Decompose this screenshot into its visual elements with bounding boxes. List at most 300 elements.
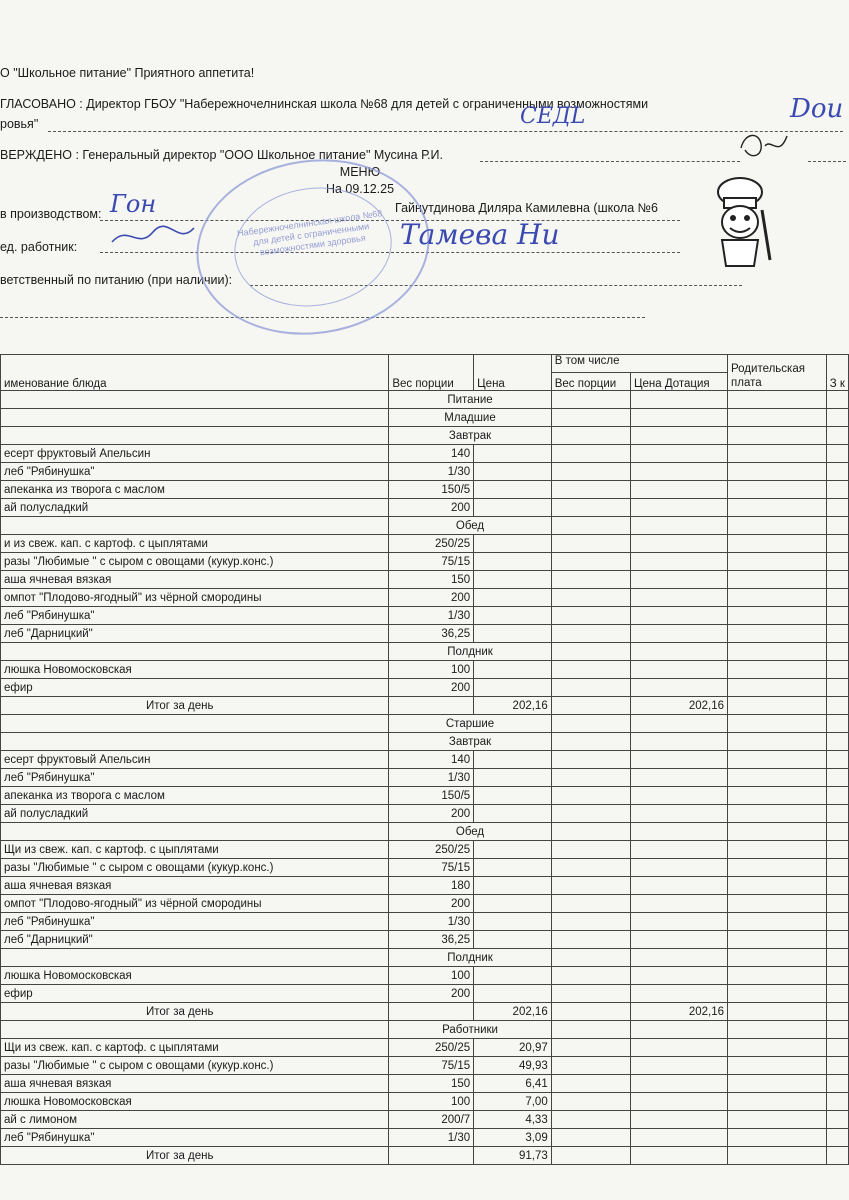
weight-cell: 36,25 — [389, 931, 474, 949]
blank-cell — [728, 949, 827, 967]
dish-name-cell: ай с лимоном — [1, 1111, 389, 1129]
dish-name-cell: леб "Рябинушка" — [1, 769, 389, 787]
weight-cell: 1/30 — [389, 463, 474, 481]
header-including: В том числе — [551, 355, 727, 373]
blank-cell — [630, 391, 727, 409]
table-header-row-1 — [1, 355, 849, 373]
parent-pay-cell — [728, 787, 827, 805]
incl-weight-cell — [551, 463, 630, 481]
blank-cell — [826, 823, 848, 841]
blank-cell — [728, 715, 827, 733]
table-row — [1, 895, 849, 913]
blank-cell — [630, 715, 727, 733]
dish-name-cell: омпот "Плодово-ягодный" из чёрной смородины — [1, 895, 389, 913]
signature-production: Гон — [110, 190, 157, 218]
extra-cell — [826, 607, 848, 625]
incl-weight-cell — [551, 589, 630, 607]
parent-pay-cell — [728, 1003, 827, 1021]
incl-weight-cell — [551, 679, 630, 697]
approved-dash — [48, 131, 843, 132]
blank-cell — [1, 715, 389, 733]
blank-cell — [630, 823, 727, 841]
weight-cell — [389, 1147, 474, 1165]
dish-name-cell: аша ячневая вязкая — [1, 571, 389, 589]
price-cell — [474, 859, 552, 877]
blank-cell — [1, 517, 389, 535]
subsidy-cell — [630, 787, 727, 805]
extra-cell — [826, 463, 848, 481]
price-cell: 6,41 — [474, 1075, 552, 1093]
parent-pay-cell — [728, 859, 827, 877]
price-cell — [474, 445, 552, 463]
dish-name-cell: есерт фруктовый Апельсин — [1, 445, 389, 463]
dish-name-cell: разы "Любимые " с сыром с овощами (кукур.конс.) — [1, 1057, 389, 1075]
table-row — [1, 913, 849, 931]
price-cell — [474, 931, 552, 949]
price-cell — [474, 985, 552, 1003]
incl-weight-cell — [551, 1093, 630, 1111]
dish-name-cell: омпот "Плодово-ягодный" из чёрной смородины — [1, 589, 389, 607]
blank-cell — [551, 1021, 630, 1039]
subsidy-cell — [630, 571, 727, 589]
dish-name-cell: аша ячневая вязкая — [1, 1075, 389, 1093]
section-row — [1, 733, 849, 751]
dish-name-cell: ефир — [1, 679, 389, 697]
dish-name-cell: Итог за день — [1, 1147, 389, 1165]
table-row — [1, 769, 849, 787]
approved-line: ГЛАСОВАНО : Директор ГБОУ "Набережночелнинская школа №68 для детей с ограниченными возможностями — [0, 97, 649, 111]
parent-pay-cell — [728, 1075, 827, 1093]
subsidy-cell — [630, 1075, 727, 1093]
blank-cell — [826, 517, 848, 535]
table-row — [1, 859, 849, 877]
section-title: Завтрак — [389, 733, 551, 751]
weight-cell: 1/30 — [389, 769, 474, 787]
price-cell — [474, 481, 552, 499]
table-row — [1, 967, 849, 985]
incl-weight-cell — [551, 805, 630, 823]
price-cell: 3,09 — [474, 1129, 552, 1147]
price-cell — [474, 625, 552, 643]
parent-pay-cell — [728, 769, 827, 787]
price-cell — [474, 967, 552, 985]
parent-pay-cell — [728, 661, 827, 679]
parent-pay-cell — [728, 805, 827, 823]
parent-pay-cell — [728, 589, 827, 607]
blank-cell — [728, 643, 827, 661]
table-row — [1, 463, 849, 481]
weight-cell: 200/7 — [389, 1111, 474, 1129]
weight-cell: 75/15 — [389, 859, 474, 877]
price-cell — [474, 607, 552, 625]
dish-name-cell: аша ячневая вязкая — [1, 877, 389, 895]
price-cell — [474, 751, 552, 769]
incl-weight-cell — [551, 535, 630, 553]
extra-cell — [826, 481, 848, 499]
dish-name-cell: люшка Новомосковская — [1, 661, 389, 679]
incl-weight-cell — [551, 1039, 630, 1057]
price-cell: 202,16 — [474, 1003, 552, 1021]
parent-pay-cell — [728, 499, 827, 517]
extra-cell — [826, 985, 848, 1003]
header-weight: Вес порции — [389, 355, 474, 391]
dish-name-cell: ефир — [1, 985, 389, 1003]
blank-cell — [826, 715, 848, 733]
parent-pay-cell — [728, 481, 827, 499]
total-row — [1, 1003, 849, 1021]
blank-cell — [826, 427, 848, 445]
dish-name-cell: леб "Дарницкий" — [1, 931, 389, 949]
table-row — [1, 625, 849, 643]
section-title: Полдник — [389, 949, 551, 967]
extra-cell — [826, 1003, 848, 1021]
blank-cell — [728, 733, 827, 751]
subsidy-cell — [630, 1057, 727, 1075]
blank-cell — [630, 643, 727, 661]
parent-pay-cell — [728, 445, 827, 463]
parent-pay-cell — [728, 1039, 827, 1057]
incl-weight-cell — [551, 481, 630, 499]
parent-pay-cell — [728, 1093, 827, 1111]
price-cell — [474, 535, 552, 553]
incl-weight-cell — [551, 1129, 630, 1147]
table-row — [1, 571, 849, 589]
incl-weight-cell — [551, 877, 630, 895]
subsidy-cell — [630, 805, 727, 823]
weight-cell: 150 — [389, 571, 474, 589]
extra-cell — [826, 787, 848, 805]
price-cell — [474, 589, 552, 607]
parent-pay-cell — [728, 463, 827, 481]
incl-weight-cell — [551, 769, 630, 787]
table-row — [1, 481, 849, 499]
blank-cell — [551, 733, 630, 751]
weight-cell: 75/15 — [389, 553, 474, 571]
weight-cell — [389, 1003, 474, 1021]
section-title: Обед — [389, 517, 551, 535]
blank-cell — [630, 733, 727, 751]
weight-cell: 180 — [389, 877, 474, 895]
table-row — [1, 841, 849, 859]
weight-cell: 1/30 — [389, 607, 474, 625]
weight-cell — [389, 697, 474, 715]
header-extra: З к — [826, 355, 848, 391]
extra-cell — [826, 499, 848, 517]
extra-cell — [826, 625, 848, 643]
incl-weight-cell — [551, 1003, 630, 1021]
signature-medic: Тамева Ни — [400, 218, 560, 251]
confirmed-dash-2 — [808, 161, 846, 162]
weight-cell: 250/25 — [389, 535, 474, 553]
blank-cell — [630, 1021, 727, 1039]
extra-cell — [826, 931, 848, 949]
extra-cell — [826, 1111, 848, 1129]
dish-name-cell: Щи из свеж. кап. с картоф. с цыплятами — [1, 841, 389, 859]
weight-cell: 200 — [389, 985, 474, 1003]
extra-cell — [826, 967, 848, 985]
price-cell — [474, 769, 552, 787]
parent-pay-cell — [728, 697, 827, 715]
subsidy-cell — [630, 499, 727, 517]
table-row — [1, 1075, 849, 1093]
weight-cell: 200 — [389, 895, 474, 913]
extra-cell — [826, 751, 848, 769]
extra-cell — [826, 571, 848, 589]
section-title: Обед — [389, 823, 551, 841]
parent-pay-cell — [728, 913, 827, 931]
incl-weight-cell — [551, 571, 630, 589]
parent-pay-cell — [728, 607, 827, 625]
parent-pay-cell — [728, 1057, 827, 1075]
weight-cell: 200 — [389, 805, 474, 823]
extra-cell — [826, 859, 848, 877]
section-title: Полдник — [389, 643, 551, 661]
blank-cell — [728, 823, 827, 841]
price-cell — [474, 571, 552, 589]
extra-cell — [826, 913, 848, 931]
blank-cell — [551, 823, 630, 841]
subsidy-cell — [630, 589, 727, 607]
parent-pay-cell — [728, 751, 827, 769]
subsidy-cell — [630, 769, 727, 787]
extra-cell — [826, 1075, 848, 1093]
table-row — [1, 931, 849, 949]
subsidy-cell — [630, 1093, 727, 1111]
subsidy-cell — [630, 1111, 727, 1129]
blank-cell — [630, 949, 727, 967]
blank-cell — [728, 409, 827, 427]
incl-weight-cell — [551, 1057, 630, 1075]
subsidy-cell — [630, 895, 727, 913]
chef-mascot-icon — [700, 170, 780, 270]
blank-cell — [728, 391, 827, 409]
blank-cell — [826, 409, 848, 427]
extra-cell — [826, 805, 848, 823]
parent-pay-cell — [728, 877, 827, 895]
dish-name-cell: разы "Любимые " с сыром с овощами (кукур.конс.) — [1, 553, 389, 571]
weight-cell: 200 — [389, 589, 474, 607]
company-line: О "Школьное питание" Приятного аппетита! — [0, 66, 255, 80]
blank-cell — [630, 517, 727, 535]
blank-cell — [551, 643, 630, 661]
blank-cell — [826, 643, 848, 661]
incl-weight-cell — [551, 895, 630, 913]
dish-name-cell: леб "Дарницкий" — [1, 625, 389, 643]
blank-cell — [551, 391, 630, 409]
dish-name-cell: леб "Рябинушка" — [1, 913, 389, 931]
price-cell: 49,93 — [474, 1057, 552, 1075]
subsidy-cell — [630, 841, 727, 859]
weight-cell: 140 — [389, 445, 474, 463]
table-row — [1, 661, 849, 679]
dish-name-cell: люшка Новомосковская — [1, 967, 389, 985]
incl-weight-cell — [551, 607, 630, 625]
blank-cell — [1, 391, 389, 409]
blank-cell — [1, 409, 389, 427]
confirmed-line: ВЕРЖДЕНО : Генеральный директор "ООО Школьное питание" Мусина Р.И. — [0, 148, 443, 162]
extra-cell — [826, 553, 848, 571]
blank-cell — [826, 1021, 848, 1039]
blank-cell — [1, 823, 389, 841]
subsidy-cell — [630, 751, 727, 769]
extra-cell — [826, 661, 848, 679]
subsidy-cell — [630, 1129, 727, 1147]
extra-cell — [826, 841, 848, 859]
section-row — [1, 823, 849, 841]
subsidy-cell — [630, 931, 727, 949]
price-cell — [474, 553, 552, 571]
dish-name-cell: леб "Рябинушка" — [1, 607, 389, 625]
responsible-label: ветственный по питанию (при наличии): — [0, 273, 233, 287]
extra-cell — [826, 1147, 848, 1165]
weight-cell: 100 — [389, 661, 474, 679]
parent-pay-cell — [728, 535, 827, 553]
table-row — [1, 535, 849, 553]
incl-weight-cell — [551, 751, 630, 769]
subsidy-cell — [630, 553, 727, 571]
blank-cell — [826, 733, 848, 751]
blank-cell — [826, 391, 848, 409]
section-row — [1, 949, 849, 967]
subsidy-cell — [630, 463, 727, 481]
dish-name-cell: ай полусладкий — [1, 499, 389, 517]
price-cell — [474, 877, 552, 895]
header-price: Цена — [474, 355, 552, 391]
blank-cell — [551, 949, 630, 967]
incl-weight-cell — [551, 841, 630, 859]
incl-weight-cell — [551, 1075, 630, 1093]
blank-cell — [630, 427, 727, 445]
parent-pay-cell — [728, 571, 827, 589]
table-row — [1, 553, 849, 571]
subsidy-cell — [630, 1147, 727, 1165]
table-row — [1, 1093, 849, 1111]
subsidy-cell — [630, 877, 727, 895]
extra-cell — [826, 445, 848, 463]
extra-cell — [826, 535, 848, 553]
signature-director: СЕДL — [520, 104, 586, 129]
price-cell — [474, 895, 552, 913]
extra-cell — [826, 1093, 848, 1111]
section-title: Завтрак — [389, 427, 551, 445]
section-title: Работники — [389, 1021, 551, 1039]
weight-cell: 150/5 — [389, 787, 474, 805]
weight-cell: 1/30 — [389, 1129, 474, 1147]
incl-weight-cell — [551, 625, 630, 643]
dish-name-cell: разы "Любимые " с сыром с овощами (кукур.конс.) — [1, 859, 389, 877]
price-cell — [474, 499, 552, 517]
price-cell: 91,73 — [474, 1147, 552, 1165]
total-row — [1, 697, 849, 715]
blank-cell — [826, 949, 848, 967]
incl-weight-cell — [551, 1111, 630, 1129]
header-dish-name: именование блюда — [1, 355, 389, 391]
table-row — [1, 877, 849, 895]
price-cell: 20,97 — [474, 1039, 552, 1057]
subsidy-cell: 202,16 — [630, 697, 727, 715]
subsidy-cell — [630, 679, 727, 697]
stamp-text: Набережночелнинская школа №68 для детей с ограниченными возможностями здоровья — [236, 208, 383, 258]
signature-top-right: Dou — [790, 94, 844, 124]
extra-cell — [826, 1039, 848, 1057]
header-incl-price: Цена Дотация — [630, 373, 727, 391]
extra-cell — [826, 877, 848, 895]
dish-name-cell: люшка Новомосковская — [1, 1093, 389, 1111]
price-cell — [474, 787, 552, 805]
incl-weight-cell — [551, 967, 630, 985]
confirmed-dash — [480, 161, 740, 162]
subsidy-cell — [630, 913, 727, 931]
dish-name-cell: Итог за день — [1, 1003, 389, 1021]
parent-pay-cell — [728, 1129, 827, 1147]
parent-pay-cell — [728, 1111, 827, 1129]
section-row — [1, 391, 849, 409]
table-row — [1, 805, 849, 823]
incl-weight-cell — [551, 931, 630, 949]
price-cell — [474, 661, 552, 679]
weight-cell: 250/25 — [389, 841, 474, 859]
extra-cell — [826, 589, 848, 607]
price-cell — [474, 841, 552, 859]
subsidy-cell — [630, 967, 727, 985]
dish-name-cell: леб "Рябинушка" — [1, 463, 389, 481]
production-label: в производством: — [0, 207, 102, 221]
table-row — [1, 1111, 849, 1129]
approved-line-2: ровья" — [0, 117, 39, 131]
table-row — [1, 679, 849, 697]
blank-cell — [1, 1021, 389, 1039]
header-incl-weight: Вес порции — [551, 373, 630, 391]
subsidy-cell — [630, 607, 727, 625]
blank-cell — [728, 517, 827, 535]
blank-cell — [551, 517, 630, 535]
blank-cell — [551, 715, 630, 733]
price-cell — [474, 913, 552, 931]
incl-weight-cell — [551, 985, 630, 1003]
weight-cell: 200 — [389, 679, 474, 697]
table-row — [1, 751, 849, 769]
subsidy-cell — [630, 481, 727, 499]
parent-pay-cell — [728, 985, 827, 1003]
section-row — [1, 643, 849, 661]
subsidy-cell — [630, 535, 727, 553]
extra-cell — [826, 679, 848, 697]
menu-table-body — [1, 355, 849, 1165]
subsidy-cell — [630, 625, 727, 643]
production-name: Гайнутдинова Диляра Камилевна (школа №6 — [395, 201, 658, 215]
signature-scribble — [108, 222, 198, 252]
blank-cell — [551, 409, 630, 427]
parent-pay-cell — [728, 1147, 827, 1165]
dish-name-cell: и из свеж. кап. с картоф. с цыплятами — [1, 535, 389, 553]
blank-cell — [1, 733, 389, 751]
weight-cell: 250/25 — [389, 1039, 474, 1057]
dish-name-cell: апеканка из творога с маслом — [1, 481, 389, 499]
subsidy-cell — [630, 661, 727, 679]
table-row — [1, 499, 849, 517]
incl-weight-cell — [551, 661, 630, 679]
table-row — [1, 1129, 849, 1147]
subsidy-cell — [630, 1039, 727, 1057]
section-row — [1, 715, 849, 733]
price-cell — [474, 805, 552, 823]
menu-title: МЕНЮ — [339, 165, 381, 179]
subsidy-cell — [630, 859, 727, 877]
section-row — [1, 427, 849, 445]
weight-cell: 200 — [389, 499, 474, 517]
weight-cell: 100 — [389, 967, 474, 985]
weight-cell: 150 — [389, 1075, 474, 1093]
